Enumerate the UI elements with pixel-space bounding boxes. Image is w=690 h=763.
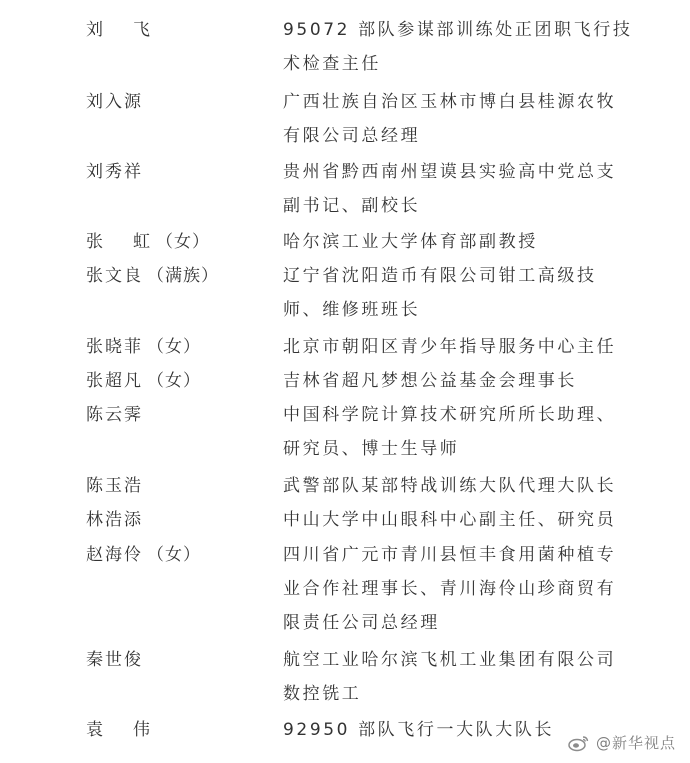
- name-part: 刘: [86, 20, 105, 40]
- name-part: 伟: [133, 720, 152, 740]
- person-title: [283, 713, 613, 747]
- watermark: [568, 732, 676, 753]
- title-line: 武警部队某部特战训练大队代理大队长: [283, 476, 617, 496]
- name-part: 飞: [133, 20, 152, 40]
- name-part: 张文良: [86, 266, 143, 286]
- watermark-text: @新华视点: [595, 734, 676, 752]
- person-name: [86, 713, 152, 747]
- person-name: [86, 330, 201, 364]
- name-part: 陈玉浩: [86, 476, 143, 496]
- person-title: [283, 643, 617, 711]
- title-line: 限责任公司总经理: [283, 613, 440, 633]
- title-line: 业合作社理事长、青川海伶山珍商贸有: [283, 579, 617, 599]
- title-line: 哈尔滨工业大学体育部副教授: [283, 232, 538, 252]
- person-title: [283, 225, 613, 259]
- name-part: 张: [86, 232, 105, 252]
- title-line: 92950 部队飞行一大队大队长: [283, 720, 555, 740]
- person-name: [86, 469, 143, 503]
- person-name: [86, 538, 201, 572]
- name-note: （女）: [147, 371, 201, 391]
- person-title: [283, 155, 617, 223]
- title-line: 中国科学院计算技术研究所所长助理、: [283, 405, 617, 425]
- person-name: [86, 13, 152, 47]
- title-line: 四川省广元市青川县恒丰食用菌种植专: [283, 545, 617, 565]
- person-title: [283, 364, 613, 398]
- person-name: [86, 155, 143, 189]
- name-part: 赵海伶: [86, 545, 143, 565]
- person-name: [86, 85, 143, 119]
- name-part: 林浩添: [86, 510, 143, 530]
- title-line: 数控铣工: [283, 684, 362, 704]
- person-name: [86, 398, 143, 432]
- person-name: [86, 503, 143, 537]
- name-part: 张超凡: [86, 371, 143, 391]
- title-line: 研究员、博士生导师: [283, 439, 460, 459]
- name-note: （满族）: [147, 266, 219, 286]
- person-title: [283, 330, 617, 364]
- person-title: [283, 259, 613, 327]
- title-line: 广西壮族自治区玉林市博白县桂源农牧: [283, 92, 617, 112]
- title-line: 术检查主任: [283, 54, 381, 74]
- title-line: 辽宁省沈阳造币有限公司钳工高级技: [283, 266, 597, 286]
- title-line: 95072 部队参谋部训练处正团职飞行技: [283, 20, 633, 40]
- person-name: [86, 643, 143, 677]
- name-part: 袁: [86, 720, 105, 740]
- weibo-icon: [568, 734, 590, 752]
- person-title: [283, 538, 617, 640]
- name-part: 刘秀祥: [86, 162, 143, 182]
- title-line: 师、维修班班长: [283, 300, 421, 320]
- person-name: [86, 225, 210, 259]
- title-line: 航空工业哈尔滨飞机工业集团有限公司: [283, 650, 617, 670]
- name-part: 陈云霁: [86, 405, 143, 425]
- name-part: 秦世俊: [86, 650, 143, 670]
- person-title: [283, 85, 617, 153]
- name-note: （女）: [156, 232, 210, 252]
- name-part: 张晓菲: [86, 337, 143, 357]
- name-part: 刘入源: [86, 92, 143, 112]
- person-name: [86, 364, 201, 398]
- title-line: 副书记、副校长: [283, 196, 421, 216]
- person-name: [86, 259, 219, 293]
- title-line: 吉林省超凡梦想公益基金会理事长: [283, 371, 577, 391]
- title-line: 贵州省黔西南州望谟县实验高中党总支: [283, 162, 617, 182]
- person-title: [283, 469, 617, 503]
- person-title: [283, 13, 633, 81]
- name-note: （女）: [147, 545, 201, 565]
- person-title: [283, 503, 617, 537]
- title-line: 北京市朝阳区青少年指导服务中心主任: [283, 337, 617, 357]
- name-note: （女）: [147, 337, 201, 357]
- title-line: 中山大学中山眼科中心副主任、研究员: [283, 510, 617, 530]
- name-part: 虹: [133, 232, 152, 252]
- person-title: [283, 398, 617, 466]
- title-line: 有限公司总经理: [283, 126, 421, 146]
